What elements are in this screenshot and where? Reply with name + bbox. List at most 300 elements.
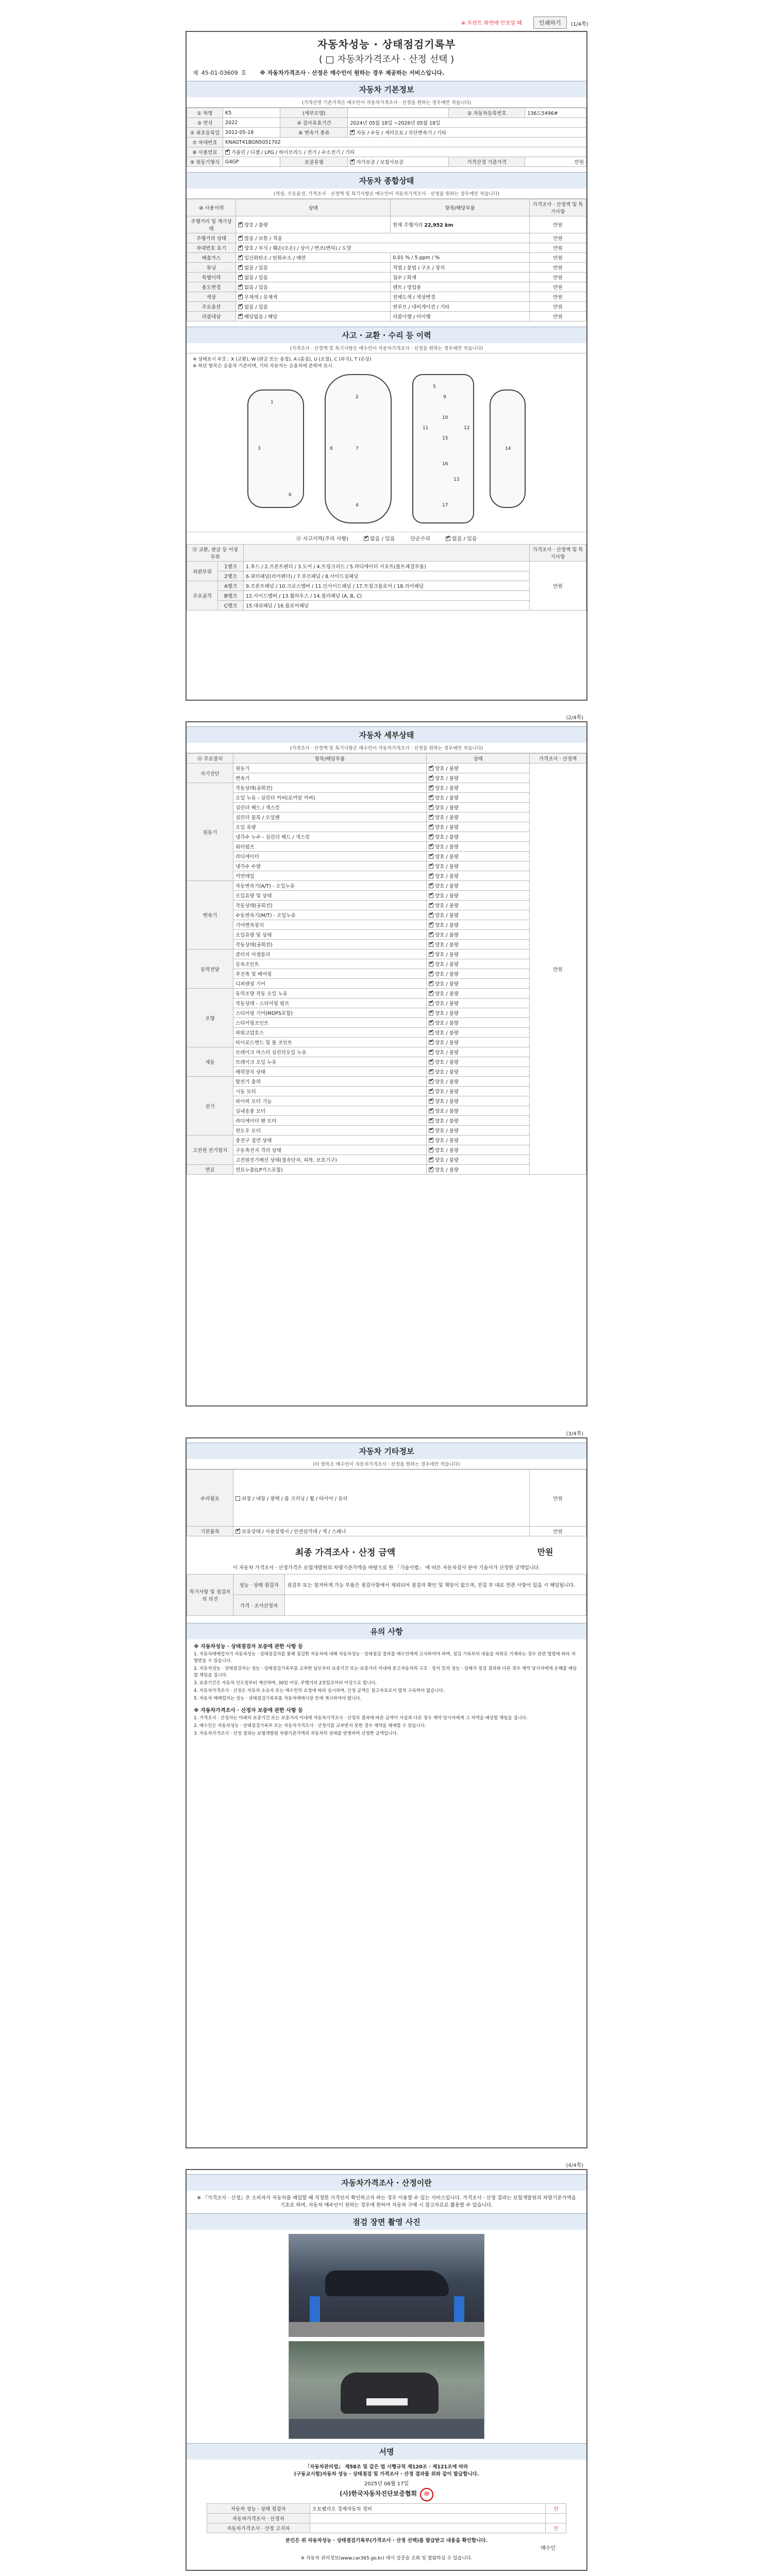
detail-state-text: 양호 / 불량 xyxy=(435,786,459,791)
rank-label: 2랭크 xyxy=(218,571,244,581)
summary-row-state: ✔ 없음 / 있음 xyxy=(236,282,391,292)
rank-items: 15.대쉬패널 / 16.플로어패널 xyxy=(244,601,530,611)
detail-group-label: 제동 xyxy=(187,1047,233,1077)
detail-item: 작동상태 - 스티어링 펌프 xyxy=(233,998,427,1008)
detail-state xyxy=(427,803,530,812)
simple-repair-label: 단순수리 xyxy=(410,536,431,542)
detail-item: 등속조인트 xyxy=(233,959,427,969)
summary-row-state: ✔ 없음 / 있음 xyxy=(236,302,391,312)
detail-state-text: 양호 / 불량 xyxy=(435,835,459,840)
summary-row-item: 전체도색 / 색상변경 xyxy=(391,292,530,302)
detail-row xyxy=(187,1116,586,1126)
detail-state-check xyxy=(429,923,433,927)
detail-state-check xyxy=(429,1138,433,1143)
sign-law: 「자동차관리법」 제58조 및 같은 법 시행규칙 제120조 · 제121조에 따라 xyxy=(305,2464,468,2470)
basic-info-title: 자동차 기본정보 xyxy=(187,81,586,97)
fuel-check xyxy=(225,150,230,155)
detail-state-check xyxy=(429,1030,433,1035)
detail-state-check xyxy=(429,913,433,918)
part-number: 12 xyxy=(464,426,470,431)
detail-item: 작동상태(공회전) xyxy=(233,940,427,950)
detail-row xyxy=(187,871,586,881)
detail-table xyxy=(187,753,586,1175)
summary-row-label: 튜닝 xyxy=(187,263,236,273)
transmission-value: 자동 / 수동 / 세미오토 / 무단변속기 / 기타 xyxy=(356,130,447,136)
guide-text: ※ 『가격조사 · 산정』은 소비자가 자동차를 매입할 때 적정한 가격인지 확인하고자 하는 경우 이용할 수 있는 서비스입니다. 가격조사 · 산정 결과는 보험개발원의 차량기준가액을 기초로 하며, 자동차 매수인이 원하는 경우에 한하여 자동차 구매 시 참고자료로 활용할 수 있습니다. xyxy=(197,2195,576,2208)
warranty-options xyxy=(348,157,449,167)
summary-row-price: 만원 xyxy=(530,282,586,292)
detail-state-check xyxy=(429,835,433,839)
detail-item: 작동상태(공회전) xyxy=(233,901,427,910)
part-number: 11 xyxy=(423,426,429,431)
detail-row xyxy=(187,950,586,959)
signer-label: 자동차 성능 · 상태 점검자 xyxy=(207,2504,310,2514)
rank-price: 만원 xyxy=(530,562,586,611)
detail-row xyxy=(187,842,586,852)
detail-state-text: 양호 / 불량 xyxy=(435,1118,459,1124)
part-number: 10 xyxy=(442,415,448,420)
detail-item: 고전원전기배선 상태(접속단자, 피복, 보호기구) xyxy=(233,1155,427,1165)
etc-row-items: 외장 / 내장 / 광택 / 룸 크리닝 / 휠 / 타이어 / 유리 xyxy=(233,1470,530,1527)
rank-items: 12.사이드멤버 / 13.휠하우스 / 14.필러패널 (A, B, C) xyxy=(244,591,530,601)
detail-state-check xyxy=(429,1089,433,1094)
detail-state xyxy=(427,1165,530,1175)
detail-title: 자동차 세부상태 xyxy=(187,726,586,743)
rank-items: 1.후드 / 2.프론트펜더 / 3.도어 / 4.트렁크리드 / 5.라디에이터 서포트(볼트체결부품) xyxy=(244,562,530,571)
detail-item: 변속기 xyxy=(233,773,427,783)
doc-no-label: 제 xyxy=(193,70,198,76)
summary-row-state: ✔ 없음 / 있음 xyxy=(236,263,391,273)
detail-row xyxy=(187,852,586,861)
engine-label: ⑨ 원동기형식 xyxy=(187,157,223,167)
part-number: 3 xyxy=(258,446,261,451)
detail-group-label: 전기 xyxy=(187,1077,233,1136)
detail-row xyxy=(187,1038,586,1047)
detail-row xyxy=(187,1155,586,1165)
detail-state-check xyxy=(429,981,433,986)
accident-symbol-note: ※ 상태표시 부호 : X (교환), W (판금 또는 용접), A (흠집), U (요철), C (부식), T (손상) xyxy=(193,357,372,362)
warranty-value: 자가보증 / 보험사보증 xyxy=(356,160,404,165)
detail-row xyxy=(187,1028,586,1038)
detail-state-check xyxy=(429,786,433,790)
detail-row xyxy=(187,940,586,950)
detail-item: 냉각수 수량 xyxy=(233,861,427,871)
detail-item: 브레이크 오일 누유 xyxy=(233,1057,427,1067)
detail-row xyxy=(187,969,586,979)
footer-note: ※ 자동차 관리정보(www.car365.go.kr) 에서 검증을 조회 및 열람하실 수 있습니다. xyxy=(300,2556,473,2561)
detail-group-label: 변속기 xyxy=(187,881,233,950)
summary-row-price: 만원 xyxy=(530,292,586,302)
detail-state-check xyxy=(429,884,433,888)
detail-state-check xyxy=(429,1001,433,1006)
detail-state-text: 양호 / 불량 xyxy=(435,1001,459,1007)
summary-row-item: 적법 / 불법 / 구조 / 장치 xyxy=(391,263,530,273)
detail-item: 오일유량 및 상태 xyxy=(233,891,427,901)
summary-row-label: 특별이력 xyxy=(187,273,236,282)
summary-head-price: 가격조사 · 산정액 및 특기사항 xyxy=(530,199,586,216)
detail-state-check xyxy=(429,1060,433,1064)
reg-date-value: 2022-05-18 xyxy=(223,128,280,138)
summary-row-label: 배출가스 xyxy=(187,253,236,263)
detail-state xyxy=(427,969,530,979)
detail-item: 와이퍼 모터 기능 xyxy=(233,1096,427,1106)
detail-row xyxy=(187,783,586,793)
detail-state xyxy=(427,1077,530,1087)
accident-note: (가격조사 · 산정액 및 특기사항은 매수인이 자동차가격조사 · 산정을 원하는 경우에만 적습니다) xyxy=(187,343,586,353)
detail-state-text: 양호 / 불량 xyxy=(435,1050,459,1056)
summary-row xyxy=(187,253,586,263)
detail-state xyxy=(427,1126,530,1136)
detail-row xyxy=(187,930,586,940)
part-number: 13 xyxy=(453,477,460,482)
etc-row xyxy=(187,1470,586,1527)
page-4 xyxy=(186,2163,587,2571)
detail-state-check xyxy=(429,1099,433,1104)
detail-note: (가격조사 · 산정액 및 특기사항은 매수인이 자동차가격조사 · 산정을 원하는 경우에만 적습니다) xyxy=(187,743,586,753)
detail-state xyxy=(427,1057,530,1067)
notice-title: 유의 사항 xyxy=(187,1623,586,1639)
detail-row xyxy=(187,881,586,891)
detail-state-text: 양호 / 불량 xyxy=(435,962,459,968)
detail-row xyxy=(187,764,586,773)
receive-text: 본인은 위 자동차성능 · 상태점검기록부(가격조사 · 산정 선택)를 발급받고 내용을 확인합니다. xyxy=(285,2538,488,2544)
basic-info-table xyxy=(187,108,586,167)
opinion-appraiser-text xyxy=(285,1595,586,1616)
detail-row xyxy=(187,979,586,989)
detail-row xyxy=(187,998,586,1008)
detail-state-check xyxy=(429,864,433,869)
detail-group-label: 조향 xyxy=(187,989,233,1047)
sign-date: 2025년 06월 17일 xyxy=(364,2481,409,2487)
summary-row-label: 용도변경 xyxy=(187,282,236,292)
accident-title: 사고 · 교환 · 수리 등 이력 xyxy=(187,327,586,343)
detail-state-check xyxy=(429,1109,433,1113)
part-number: 1 xyxy=(271,400,274,405)
etc-row-price: 만원 xyxy=(530,1470,586,1527)
summary-row xyxy=(187,263,586,273)
year-value: 2022 xyxy=(223,118,280,128)
detail-item: 실내송풍 모터 xyxy=(233,1106,427,1116)
detail-item: 작동상태(공회전) xyxy=(233,783,427,793)
detail-state-check xyxy=(429,815,433,820)
detail-state-check xyxy=(429,825,433,829)
receive-who: 매수인 xyxy=(541,2546,556,2551)
summary-row-price: 만원 xyxy=(530,253,586,263)
detail-row xyxy=(187,812,586,822)
summary-head-item: 항목/해당부품 xyxy=(391,199,530,216)
detail-state-text: 양호 / 불량 xyxy=(435,1011,459,1016)
summary-row-state: ✔ 많음 / 보통 / 적음 xyxy=(236,233,530,243)
detail-state-check xyxy=(429,766,433,771)
detail-state-check xyxy=(429,1021,433,1025)
company-seal: 印 xyxy=(420,2488,433,2501)
detail-state-text: 양호 / 불량 xyxy=(435,903,459,909)
detail-state xyxy=(427,1116,530,1126)
detail-state xyxy=(427,832,530,842)
detail-row xyxy=(187,901,586,910)
sign-title: 서명 xyxy=(187,2443,586,2460)
part-number: 14 xyxy=(505,446,511,451)
detail-state-check xyxy=(429,991,433,996)
detail-row xyxy=(187,1057,586,1067)
detail-item: 브레이크 마스터 실린더오일 누유 xyxy=(233,1047,427,1057)
detail-row xyxy=(187,822,586,832)
detail-row xyxy=(187,910,586,920)
detail-item: 클러치 어셈블리 xyxy=(233,950,427,959)
plate-label: ② 자동차등록번호 xyxy=(449,108,525,118)
summary-row-price: 만원 xyxy=(530,233,586,243)
rank-row xyxy=(187,571,586,581)
accident-scope-note: ※ 하단 항목은 승용차 기준이며, 기타 자동차는 승용차에 준하여 표시 xyxy=(193,364,332,369)
rank-row xyxy=(187,601,586,611)
part-number: 4 xyxy=(356,503,359,508)
detail-item: 실린더 헤드 / 개스킷 xyxy=(233,803,427,812)
detail-item: 오일 유량 xyxy=(233,822,427,832)
signer-stamp xyxy=(546,2514,566,2523)
accident-history-label: ⑪ 사고이력(주의 사항) xyxy=(296,536,349,542)
detail-state-text: 양호 / 불량 xyxy=(435,815,459,821)
detail-state-text: 양호 / 불량 xyxy=(435,991,459,997)
accident-history-options: ✔ 없음 / 있음 xyxy=(364,534,395,542)
detail-state-text: 양호 / 불량 xyxy=(435,942,459,948)
detail-row xyxy=(187,832,586,842)
detail-state-check xyxy=(429,962,433,967)
detail-state-text: 양호 / 불량 xyxy=(435,1040,459,1046)
detail-state xyxy=(427,1047,530,1057)
final-note: 이 자동차 가격조사 · 산정가격은 보험개발원의 차량기준가액을 바탕으로 한 「기술사법」 에 따른 자동차검사 분야 기술사가 산정한 금액입니다. xyxy=(232,1565,541,1571)
detail-state-text: 양호 / 불량 xyxy=(435,1148,459,1154)
rank-table xyxy=(187,544,586,611)
signer-stamp: 인 xyxy=(546,2504,566,2514)
signer-value: 오토팰리오 경제자동차 정비 xyxy=(310,2504,545,2514)
detail-state-check xyxy=(429,952,433,957)
detail-head-device: ⑬ 주요장치 xyxy=(187,754,233,764)
detail-row xyxy=(187,1018,586,1028)
notice-body xyxy=(187,1639,586,1742)
detail-item: 라디에이터 팬 모터 xyxy=(233,1116,427,1126)
detail-state-text: 양호 / 불량 xyxy=(435,1109,459,1114)
summary-row-state: ✔ 해당없음 / 해당 xyxy=(236,312,391,321)
detail-state-text: 양호 / 불량 xyxy=(435,854,459,860)
summary-row-item: 침수 / 화재 xyxy=(391,273,530,282)
detail-item: 파워고압호스 xyxy=(233,1028,427,1038)
sign-company: (사)한국자동차진단보증협회 印 xyxy=(187,2487,586,2503)
rank-items: 6.쿼터패널(리어펜더) / 7.루프패널 / 8.사이드실패널 xyxy=(244,571,530,581)
detail-item: 시동 모터 xyxy=(233,1087,427,1096)
final-amount: 만원 xyxy=(537,1547,553,1557)
simple-repair-options: ✔ 없음 / 있음 xyxy=(446,534,477,542)
detail-state-text: 양호 / 불량 xyxy=(435,1167,459,1173)
opinion-inspector-text: 점검부 또는 철저하게 가능 부품은 점검사항에서 제외되어 점검자 확인 및 책임이 없으며, 전검 부 대로 연관 사항이 있을 시 해당됩니다. xyxy=(285,1574,586,1595)
car-side-left-view xyxy=(247,389,304,508)
detail-state-check xyxy=(429,942,433,947)
detail-state-check xyxy=(429,1050,433,1055)
detail-state-text: 양호 / 불량 xyxy=(435,805,459,811)
detail-state-text: 양호 / 불량 xyxy=(435,1158,459,1163)
detail-state-check xyxy=(429,844,433,849)
notice-item: 2. 매수인은 자동차성능 · 상태점검기록부 또는 자동차가격조사 · 산정서를 교부받지 못한 경우 계약을 해제할 수 있습니다. xyxy=(194,1723,426,1728)
summary-row-label: 주요옵션 xyxy=(187,302,236,312)
detail-row xyxy=(187,1136,586,1145)
basic-info-note: (가격산정 기준가격은 매수인이 자동차가격조사 · 산정을 원하는 경우에만 적습니다) xyxy=(187,97,586,108)
accident-legend xyxy=(187,532,586,544)
detail-row xyxy=(187,1096,586,1106)
etc-row-price: 만원 xyxy=(530,1527,586,1536)
summary-row xyxy=(187,282,586,292)
detail-state xyxy=(427,764,530,773)
detail-row xyxy=(187,1008,586,1018)
detail-state-text: 양호 / 불량 xyxy=(435,1089,459,1095)
summary-row-price: 만원 xyxy=(530,312,586,321)
car-name-label: ① 차명 xyxy=(187,108,223,118)
summary-head-state: 상태 xyxy=(236,199,391,216)
summary-table xyxy=(187,199,586,321)
detail-state-text: 양호 / 불량 xyxy=(435,864,459,870)
document-title: 자동차성능 · 상태점검기록부 xyxy=(317,38,456,50)
detail-row xyxy=(187,1106,586,1116)
detail-state xyxy=(427,1028,530,1038)
reg-date-label: ⑤ 최초등록일 xyxy=(187,128,223,138)
summary-row-label: 리콜대상 xyxy=(187,312,236,321)
summary-row xyxy=(187,302,586,312)
detail-state xyxy=(427,1018,530,1028)
detail-item: 연료누출(LP가스포함) xyxy=(233,1165,427,1175)
detail-state-check xyxy=(429,933,433,937)
transmission-options xyxy=(348,128,586,138)
rank-label: B랭크 xyxy=(218,591,244,601)
detail-state-text: 양호 / 불량 xyxy=(435,1021,459,1026)
part-number: 5 xyxy=(433,384,436,389)
notice-head-1: ※ 자동차성능 · 상태점검자 보증에 관한 사항 등 xyxy=(194,1644,303,1650)
plate-value: 136도5496# xyxy=(525,108,586,118)
base-price-label: 가격산정 기준가격 xyxy=(449,157,525,167)
detail-state-text: 양호 / 불량 xyxy=(435,1070,459,1075)
summary-row xyxy=(187,216,586,233)
fuel-options xyxy=(223,147,586,157)
transmission-label: ⑥ 변속기 종류 xyxy=(280,128,348,138)
detail-item: 오일 누유 - 실린더 커버(로커암 커버) xyxy=(233,793,427,803)
part-number: 7 xyxy=(356,446,359,451)
car-diagram xyxy=(247,374,526,529)
detail-row xyxy=(187,920,586,930)
detail-state-text: 양호 / 불량 xyxy=(435,1138,459,1144)
detail-item: 구동축전지 격리 상태 xyxy=(233,1145,427,1155)
year-label: ③ 연식 xyxy=(187,118,223,128)
detail-state xyxy=(427,822,530,832)
detail-state-text: 양호 / 불량 xyxy=(435,825,459,831)
detail-row xyxy=(187,959,586,969)
signature-table xyxy=(187,1574,586,1616)
notice-item: 3. 자동차가격조사 · 산정 결과는 보험개발원 차량기준가액과 자동차의 상태를 반영하여 산정한 금액입니다. xyxy=(194,1731,398,1736)
detail-item: 추진축 및 베어링 xyxy=(233,969,427,979)
part-number: 9 xyxy=(443,395,446,400)
summary-row-item: 리콜이행 / 미이행 xyxy=(391,312,530,321)
detail-group-label: 동력전달 xyxy=(187,950,233,989)
detail-row xyxy=(187,1077,586,1087)
guide-title: 자동차가격조사 · 산정이란 xyxy=(187,2174,586,2191)
detail-state xyxy=(427,1106,530,1116)
detail-item: 자동변속기(A/T) - 오일누유 xyxy=(233,881,427,891)
detail-state xyxy=(427,998,530,1008)
summary-row xyxy=(187,292,586,302)
summary-row-state: ✔ 없음 / 있음 xyxy=(236,273,391,282)
detail-state xyxy=(427,1038,530,1047)
detail-state xyxy=(427,812,530,822)
detail-row xyxy=(187,1067,586,1077)
rank-label: A랭크 xyxy=(218,581,244,591)
detail-state-text: 양호 / 불량 xyxy=(435,795,459,801)
detail-state xyxy=(427,1008,530,1018)
detail-state xyxy=(427,793,530,803)
detail-state-check xyxy=(429,1128,433,1133)
summary-row-price: 만원 xyxy=(530,243,586,253)
detail-row xyxy=(187,773,586,783)
car-name-value: K5 xyxy=(223,108,280,118)
fuel-value: 가솔린 / 디젤 / LPG / 하이브리드 / 전기 / 수소전기 / 기타 xyxy=(231,150,355,156)
car-model-label: (세부모델) xyxy=(280,108,348,118)
detail-state-check xyxy=(429,1167,433,1172)
sign-law-2: (구동교시험)자동차 성능 · 상태점검 및 가격조사 · 산정 결과를 위와 같이 발급합니다. xyxy=(294,2471,479,2477)
print-button[interactable]: 인쇄하기 xyxy=(533,16,567,29)
detail-state-check xyxy=(429,854,433,859)
summary-row-label: 주행거리 및 계기상태 xyxy=(187,216,236,233)
part-number: 6 xyxy=(289,493,292,498)
detail-state-text: 양호 / 불량 xyxy=(435,1060,459,1065)
etc-note: (타 항목은 매수인이 자동차가격조사 · 산정을 원하는 경우에만 적습니다) xyxy=(187,1459,586,1469)
detail-state xyxy=(427,852,530,861)
warranty-label: 보증유형 xyxy=(280,157,348,167)
detail-item: 스티어링 기어(MDPS포함) xyxy=(233,1008,427,1018)
summary-row-price: 만원 xyxy=(530,302,586,312)
detail-state xyxy=(427,1136,530,1145)
notice-item: 2. 자동차성능 · 상태점검자는 성능 · 상태점검기록부를 교부한 날로부터 보증기간 또는 보증거리 이내에 중고자동차의 구조 · 장치 등의 성능 · 상태가 점검 결과와 다른 경우 계약 당사자에게 손해를 배상할 책임을 집니다. xyxy=(194,1666,577,1678)
detail-row xyxy=(187,891,586,901)
rank-group: 주요골격 xyxy=(187,581,218,611)
top-notice: ※ 프린트 화면에 안보일 때 xyxy=(461,21,522,26)
summary-row-item: 렌트 / 영업용 xyxy=(391,282,530,292)
detail-item: 워터펌프 xyxy=(233,842,427,852)
notice-item: 5. 자동차 매매업자는 성능 · 상태점검기록부를 자동차매매시장 등에 게시하여야 합니다. xyxy=(194,1696,362,1701)
detail-state-check xyxy=(429,1148,433,1153)
inspection-label: ④ 검사유효기간 xyxy=(280,118,348,128)
summary-row xyxy=(187,312,586,321)
summary-title: 자동차 종합상태 xyxy=(187,172,586,189)
detail-state-text: 양호 / 불량 xyxy=(435,923,459,928)
rank-head-items xyxy=(244,545,530,562)
summary-row-price: 만원 xyxy=(530,263,586,273)
detail-state-check xyxy=(429,1011,433,1015)
detail-item: 라디에이터 xyxy=(233,852,427,861)
notice-item: 3. 보증기간은 자동차 인도일부터 계산하며, 30일 이상, 주행거리 2천킬로미터 이상으로 합니다. xyxy=(194,1681,377,1686)
detail-state-text: 양호 / 불량 xyxy=(435,893,459,899)
detail-item: 수동변속기(M/T) - 오일누유 xyxy=(233,910,427,920)
rank-head-price: 가격조사 · 산정액 및 특기사항 xyxy=(530,545,586,562)
page-3 xyxy=(186,1431,587,2148)
part-number: 17 xyxy=(442,503,448,508)
detail-row xyxy=(187,803,586,812)
signer-stamp: 인 xyxy=(546,2523,566,2533)
detail-state-text: 양호 / 불량 xyxy=(435,981,459,987)
etc-row xyxy=(187,1527,586,1536)
detail-state xyxy=(427,783,530,793)
etc-table xyxy=(187,1469,586,1536)
summary-row xyxy=(187,243,586,253)
summary-row-price: 만원 xyxy=(530,273,586,282)
detail-state xyxy=(427,871,530,881)
detail-state xyxy=(427,910,530,920)
detail-row xyxy=(187,1126,586,1136)
odometer-value: 22,952 km xyxy=(424,223,453,228)
